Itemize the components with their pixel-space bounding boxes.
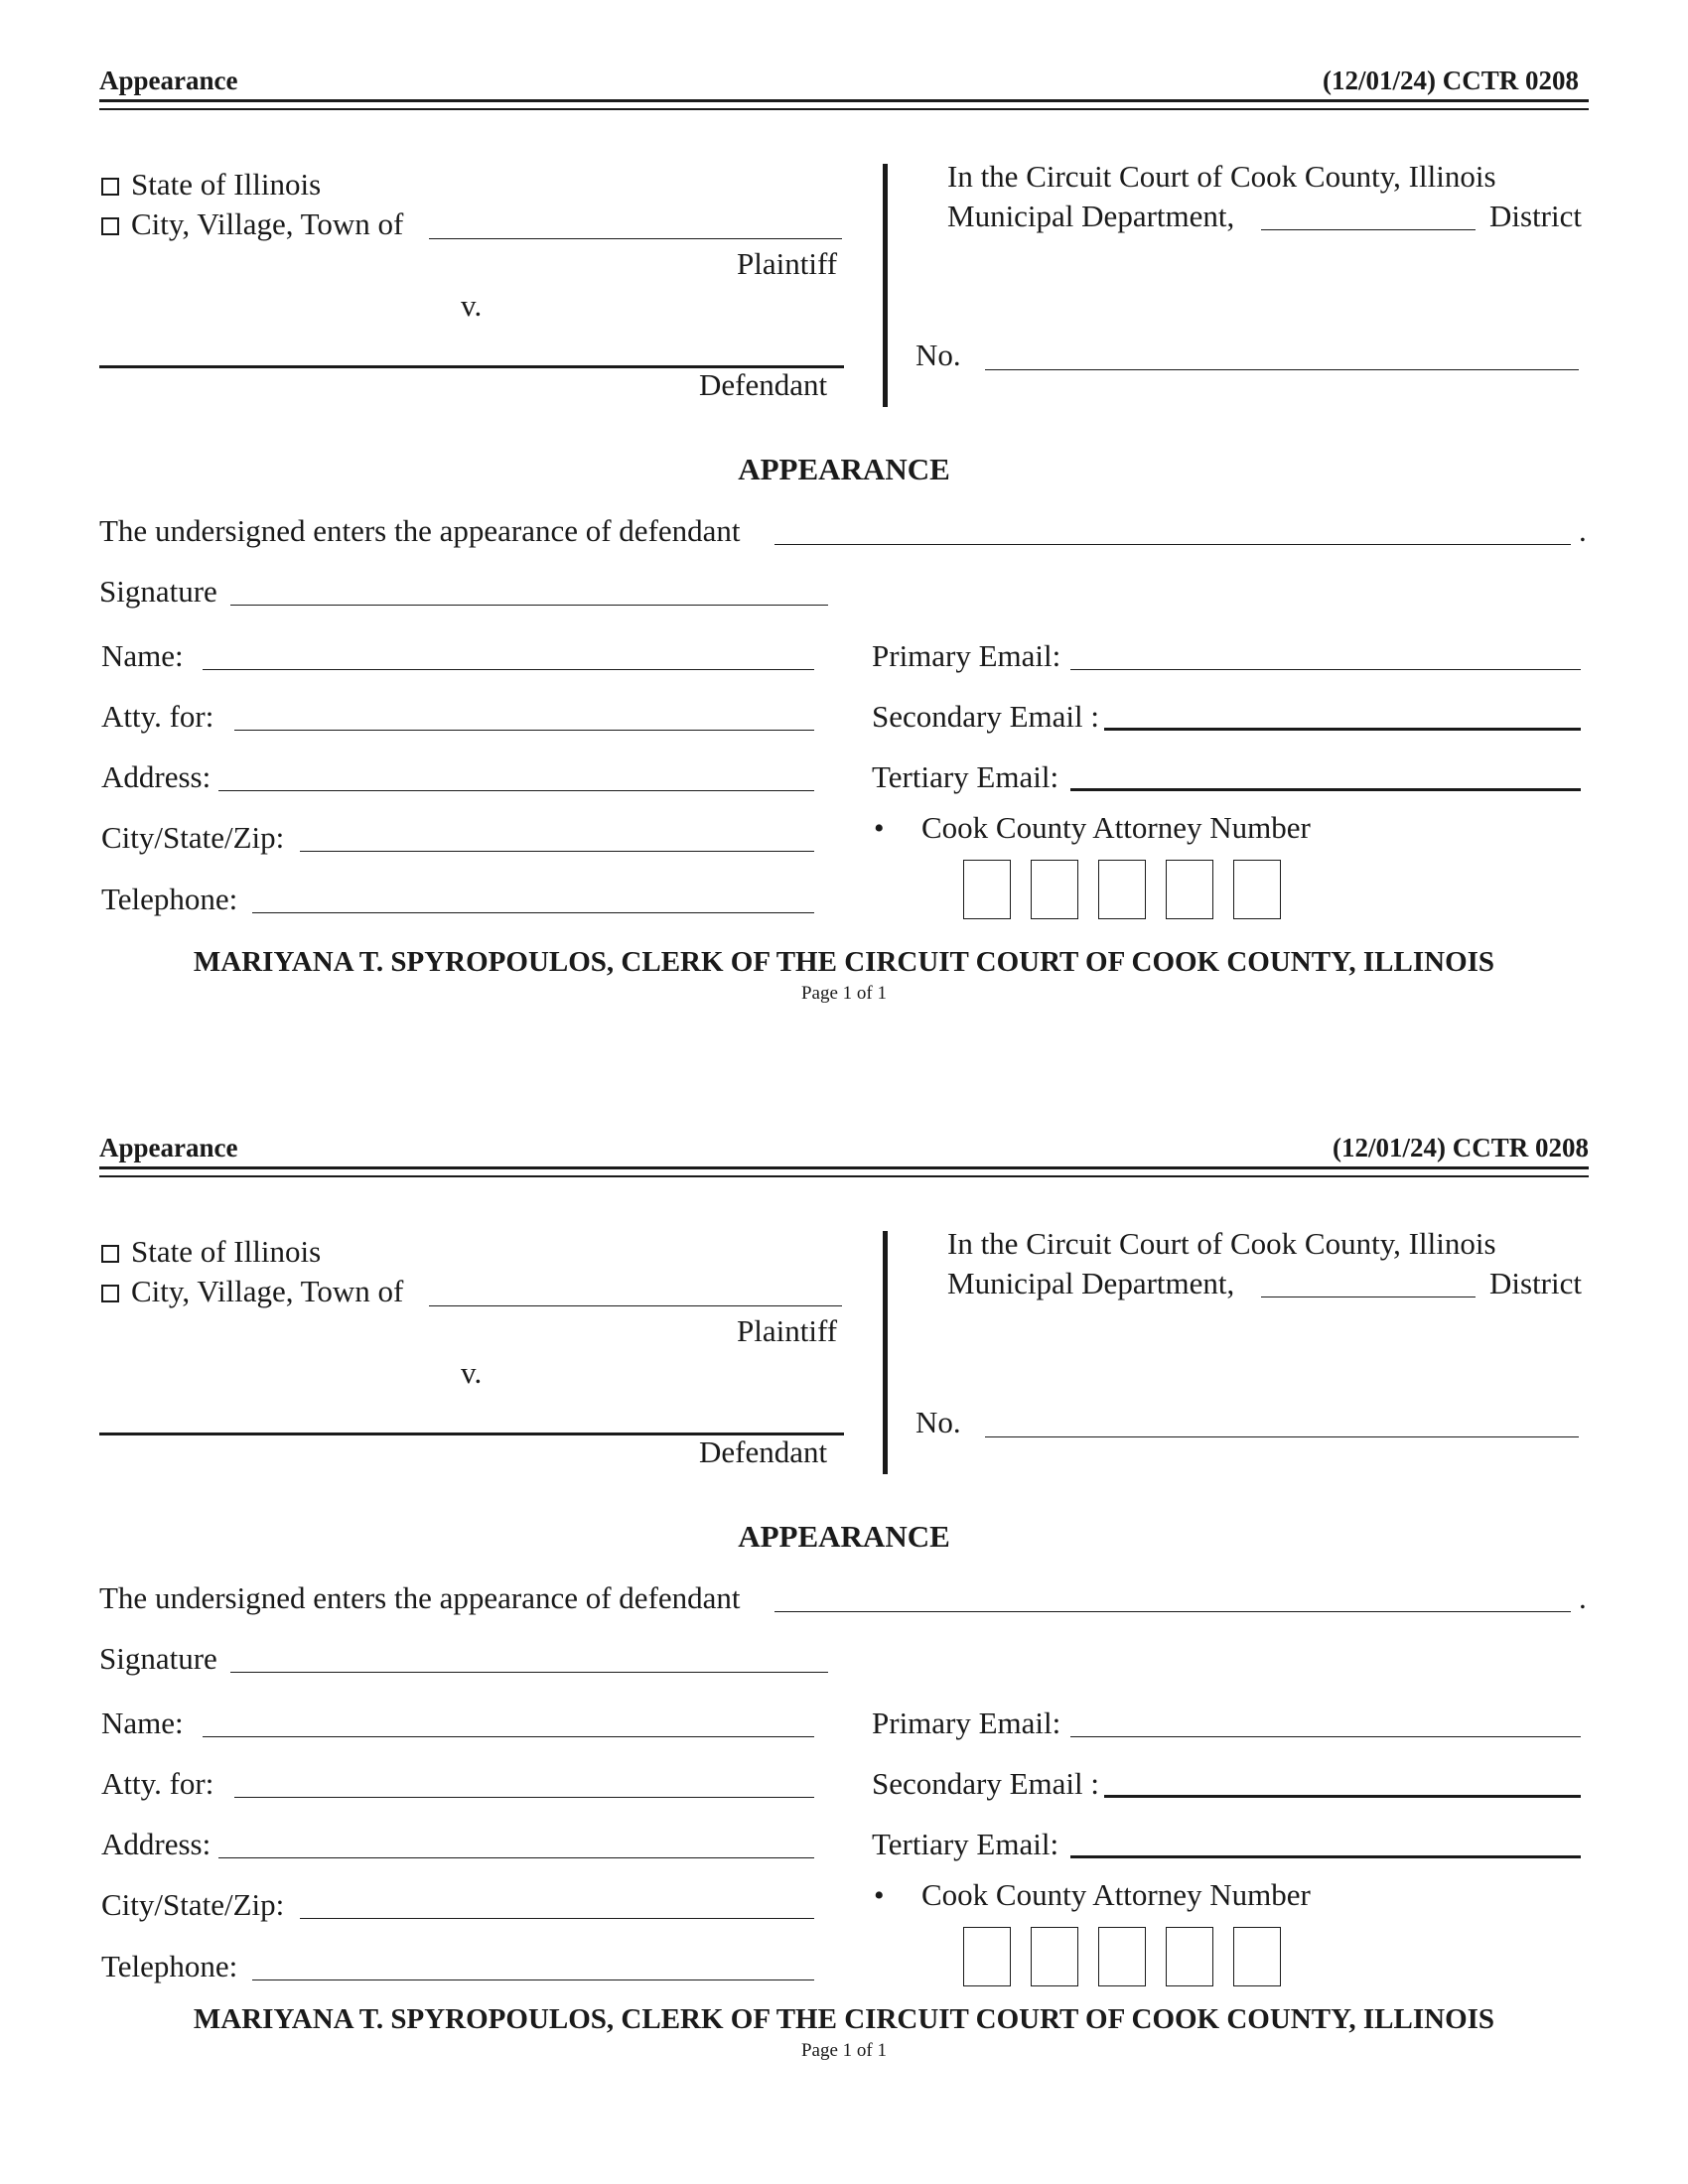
- plaintiff-label: Plaintiff: [737, 1313, 838, 1348]
- attorney-number-digit-4[interactable]: [1166, 1927, 1213, 1986]
- court-name: In the Circuit Court of Cook County, Illinois: [947, 1226, 1496, 1261]
- city-village-town-checkbox[interactable]: [101, 1285, 119, 1302]
- attorney-number-digit-4[interactable]: [1166, 860, 1213, 919]
- caption-divider: [883, 1231, 888, 1474]
- district-label: District: [1489, 199, 1582, 233]
- appearance-form-2: [0, 1067, 1688, 2129]
- state-of-illinois-option[interactable]: State of Illinois: [101, 167, 321, 203]
- signature-label: Signature: [99, 574, 217, 609]
- statement-period: .: [1579, 513, 1587, 548]
- caption-divider: [883, 164, 888, 407]
- address-label: Address:: [101, 1827, 211, 1861]
- address-label: Address:: [101, 759, 211, 794]
- department-label: Municipal Department,: [947, 199, 1235, 233]
- form-header-code: (12/01/24) CCTR 0208: [1323, 66, 1579, 95]
- case-no-label: No.: [915, 1405, 961, 1439]
- atty-for-label: Atty. for:: [101, 699, 214, 734]
- atty-for-field[interactable]: [234, 730, 814, 731]
- tertiary-email-field[interactable]: [1070, 788, 1581, 791]
- form-header-title: Appearance: [99, 1133, 238, 1162]
- city-state-zip-label: City/State/Zip:: [101, 820, 285, 855]
- municipality-name-field[interactable]: [429, 1305, 842, 1306]
- atty-for-field[interactable]: [234, 1797, 814, 1798]
- telephone-label: Telephone:: [101, 1949, 238, 1983]
- clerk-footer: MARIYANA T. SPYROPOULOS, CLERK OF THE CIRCUIT COURT OF COOK COUNTY, ILLINOIS: [193, 946, 1495, 978]
- form-header-title: Appearance: [99, 66, 238, 95]
- primary-email-label: Primary Email:: [872, 1706, 1061, 1740]
- telephone-field[interactable]: [252, 912, 814, 913]
- defendant-appearance-field[interactable]: [774, 544, 1571, 545]
- versus-label: v.: [461, 1355, 483, 1390]
- appearance-statement: The undersigned enters the appearance of defendant: [99, 513, 741, 548]
- name-label: Name:: [101, 1706, 184, 1740]
- address-field[interactable]: [218, 1857, 814, 1858]
- primary-email-field[interactable]: [1070, 1736, 1581, 1737]
- header-rule-thin: [99, 1175, 1589, 1177]
- attorney-number-digit-1[interactable]: [963, 1927, 1011, 1986]
- form-header-code: (12/01/24) CCTR 0208: [1333, 1133, 1589, 1162]
- state-of-illinois-option[interactable]: State of Illinois: [101, 1234, 321, 1270]
- district-number-field[interactable]: [1261, 229, 1476, 230]
- address-field[interactable]: [218, 790, 814, 791]
- tertiary-email-label: Tertiary Email:: [872, 1827, 1059, 1861]
- case-no-label: No.: [915, 338, 961, 372]
- city-village-town-option[interactable]: City, Village, Town of: [101, 1274, 403, 1309]
- attorney-number-digit-2[interactable]: [1031, 1927, 1078, 1986]
- attorney-number-label: Cook County Attorney Number: [921, 1877, 1311, 1912]
- signature-label: Signature: [99, 1641, 217, 1676]
- state-of-illinois-checkbox[interactable]: [101, 178, 119, 196]
- city-village-town-option[interactable]: City, Village, Town of: [101, 206, 403, 242]
- secondary-email-field[interactable]: [1104, 1795, 1581, 1798]
- plaintiff-label: Plaintiff: [737, 246, 838, 281]
- department-label: Municipal Department,: [947, 1266, 1235, 1300]
- primary-email-label: Primary Email:: [872, 638, 1061, 673]
- signature-field[interactable]: [230, 1672, 828, 1673]
- defendant-label: Defendant: [699, 367, 828, 402]
- atty-for-label: Atty. for:: [101, 1766, 214, 1801]
- attorney-number-digit-1[interactable]: [963, 860, 1011, 919]
- state-of-illinois-checkbox[interactable]: [101, 1245, 119, 1263]
- versus-label: v.: [461, 288, 483, 323]
- defendant-appearance-field[interactable]: [774, 1611, 1571, 1612]
- name-label: Name:: [101, 638, 184, 673]
- tertiary-email-label: Tertiary Email:: [872, 759, 1059, 794]
- secondary-email-label: Secondary Email :: [872, 699, 1099, 734]
- primary-email-field[interactable]: [1070, 669, 1581, 670]
- bullet-icon: •: [874, 1879, 885, 1912]
- appearance-statement: The undersigned enters the appearance of defendant: [99, 1580, 741, 1615]
- municipality-name-field[interactable]: [429, 238, 842, 239]
- clerk-footer: MARIYANA T. SPYROPOULOS, CLERK OF THE CIRCUIT COURT OF COOK COUNTY, ILLINOIS: [193, 2003, 1495, 2035]
- secondary-email-label: Secondary Email :: [872, 1766, 1099, 1801]
- telephone-field[interactable]: [252, 1979, 814, 1980]
- name-field[interactable]: [203, 669, 814, 670]
- attorney-number-label: Cook County Attorney Number: [921, 810, 1311, 845]
- form-title: APPEARANCE: [738, 1519, 950, 1554]
- attorney-number-digit-3[interactable]: [1098, 1927, 1146, 1986]
- case-number-field[interactable]: [985, 369, 1579, 370]
- signature-field[interactable]: [230, 605, 828, 606]
- city-state-zip-label: City/State/Zip:: [101, 1887, 285, 1922]
- tertiary-email-field[interactable]: [1070, 1855, 1581, 1858]
- district-label: District: [1489, 1266, 1582, 1300]
- page-number: Page 1 of 1: [800, 2040, 887, 2061]
- city-state-zip-field[interactable]: [300, 851, 814, 852]
- name-field[interactable]: [203, 1736, 814, 1737]
- defendant-label: Defendant: [699, 1434, 828, 1469]
- attorney-number-digit-5[interactable]: [1233, 860, 1281, 919]
- form-title: APPEARANCE: [738, 452, 950, 486]
- bullet-icon: •: [874, 812, 885, 845]
- header-rule-thick: [99, 99, 1589, 102]
- city-state-zip-field[interactable]: [300, 1918, 814, 1919]
- attorney-number-digit-2[interactable]: [1031, 860, 1078, 919]
- attorney-number-digit-5[interactable]: [1233, 1927, 1281, 1986]
- appearance-form-1: [0, 0, 1688, 1062]
- page-number: Page 1 of 1: [800, 983, 887, 1004]
- header-rule-thick: [99, 1166, 1589, 1169]
- city-village-town-checkbox[interactable]: [101, 217, 119, 235]
- telephone-label: Telephone:: [101, 882, 238, 916]
- secondary-email-field[interactable]: [1104, 728, 1581, 731]
- header-rule-thin: [99, 108, 1589, 110]
- court-name: In the Circuit Court of Cook County, Illinois: [947, 159, 1496, 194]
- attorney-number-digit-3[interactable]: [1098, 860, 1146, 919]
- case-number-field[interactable]: [985, 1436, 1579, 1437]
- statement-period: .: [1579, 1580, 1587, 1615]
